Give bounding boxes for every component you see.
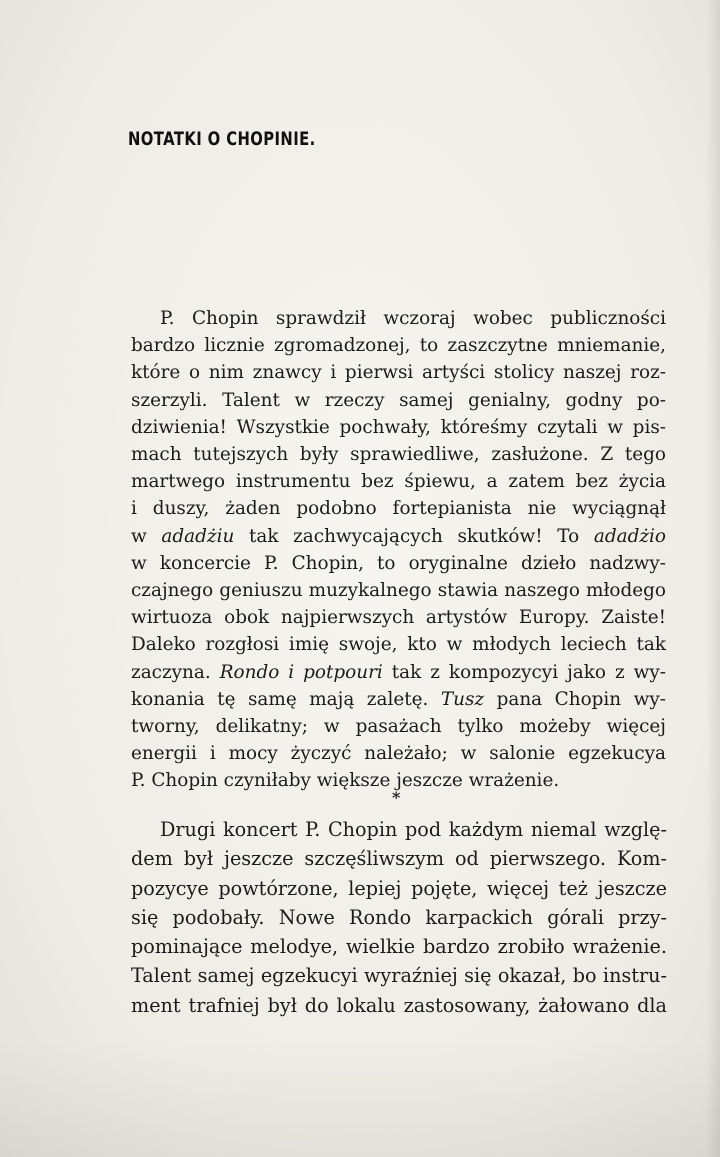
text-line: i duszy, żaden podobno fortepianista nie wyciągnął	[131, 498, 666, 520]
text-line: wirtuoza obok najpierwszych artystów Europy. Zaiste!	[131, 607, 666, 629]
text-line: bardzo licznie zgromadzonej, to zaszczytne mniemanie,	[131, 335, 666, 357]
text-line: dem był jeszcze szczęśliwszym od pierwszego. Kom-	[131, 847, 667, 871]
text-line: które o nim znawcy i pierwsi artyści stolicy naszej roz-	[131, 362, 666, 384]
text-line: Drugi koncert P. Chopin pod każdym niemal wzglę-	[160, 818, 667, 841]
page-title: NOTATKI O CHOPINIE.	[128, 128, 316, 150]
text-segment: pana Chopin wy-	[484, 688, 666, 710]
italic-term: Tusz	[440, 688, 485, 710]
paragraph-first-concert	[131, 305, 666, 795]
paragraph-second-concert	[131, 815, 667, 1020]
text-segment: w	[131, 525, 162, 547]
section-separator: *	[392, 788, 401, 807]
text-line: tworny, delikatny; w pasażach tylko możeby więcej	[131, 716, 666, 738]
text-line: P. Chopin sprawdził wczoraj wobec publiczności	[160, 308, 666, 329]
text-segment: tak zachwycających skutków! To	[234, 525, 594, 547]
text-line: dziwienia! Wszystkie pochwały, któreśmy czytali w pis-	[131, 416, 666, 438]
text-line: Daleko rozgłosi imię swoje, kto w młodych leciech tak	[131, 634, 666, 656]
italic-term: Rondo i potpouri	[219, 661, 383, 683]
text-line: energii i mocy życzyć należało; w salonie egzekucya	[131, 743, 666, 765]
text-line: pominające melodye, wielkie bardzo zrobiło wrażenie.	[131, 935, 667, 959]
text-line: Talent samej egzekucyi wyraźniej się okazał, bo instru-	[131, 964, 667, 988]
text-line: się podobały. Nowe Rondo karpackich górali przy-	[131, 905, 667, 929]
text-line: mach tutejszych były sprawiedliwe, zasłużone. Z tego	[131, 444, 666, 466]
text-line: ment trafniej był do lokalu zastosowany, żałowano dla	[131, 993, 667, 1017]
text-line: pozycye powtórzone, lepiej pojęte, więcej też jeszcze	[131, 876, 667, 900]
text-line	[131, 686, 666, 713]
text-line: w koncercie P. Chopin, to oryginalne dzieło nadzwy-	[131, 552, 666, 574]
italic-term: adadżio	[593, 525, 666, 547]
text-line	[131, 659, 666, 686]
text-line: czajnego geniuszu muzykalnego stawia naszego młodego	[131, 580, 666, 602]
text-segment: konania tę samę mają zaletę.	[131, 688, 441, 710]
text-segment: zaczyna.	[131, 661, 220, 683]
page-bottom-shadow	[0, 1037, 720, 1157]
text-line	[131, 523, 666, 550]
text-line: szerzyli. Talent w rzeczy samej genialny, godny po-	[131, 389, 666, 411]
text-line: martwego instrumentu bez śpiewu, a zatem bez życia	[131, 471, 666, 493]
text-line: P. Chopin czyniłaby większe jeszcze wrażenie.	[131, 770, 560, 792]
page-edge-shadow	[706, 0, 720, 1157]
italic-term: adadżiu	[161, 525, 235, 547]
text-segment: tak z kompozycyi jako z wy-	[382, 661, 666, 683]
